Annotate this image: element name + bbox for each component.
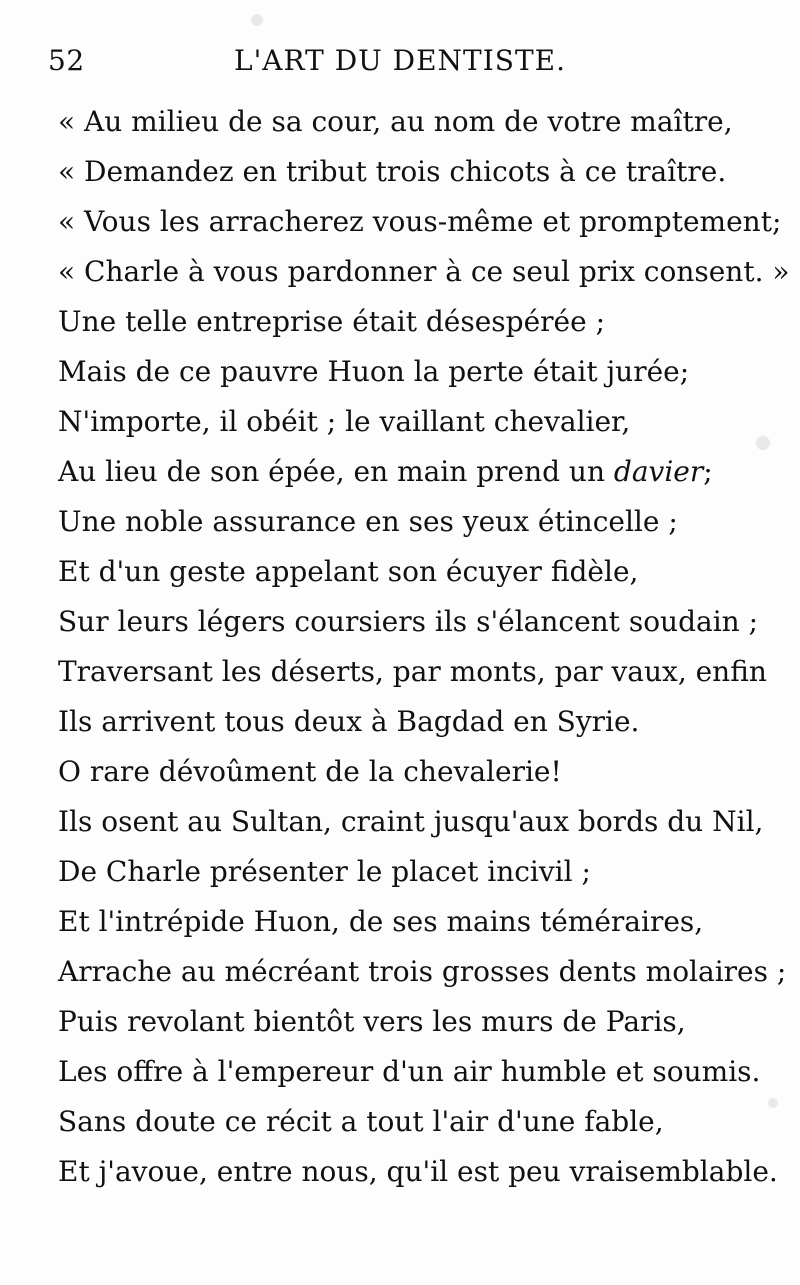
poem-line: Et j'avoue, entre nous, qu'il est peu vraisemblable. <box>58 1155 778 1188</box>
poem-line: Traversant les déserts, par monts, par vaux, enfin <box>58 655 767 688</box>
poem-line: « Demandez en tribut trois chicots à ce traître. <box>58 155 727 188</box>
poem-line: Et d'un geste appelant son écuyer fidèle, <box>58 555 639 588</box>
poem-line: Une noble assurance en ses yeux étincelle ; <box>58 505 678 538</box>
poem-line: Ils arrivent tous deux à Bagdad en Syrie. <box>58 705 640 738</box>
poem-line: Puis revolant bientôt vers les murs de Paris, <box>58 1005 686 1038</box>
page-header <box>0 44 800 84</box>
page-number: 52 <box>48 44 85 77</box>
poem-line: Arrache au mécréant trois grosses dents molaires ; <box>58 955 787 988</box>
poem-line: « Charle à vous pardonner à ce seul prix consent. » <box>58 255 790 288</box>
italic-word: davier <box>613 455 704 488</box>
poem-line: Une telle entreprise était désespérée ; <box>58 305 605 338</box>
paper-smudge <box>768 1098 778 1108</box>
poem-line: « Au milieu de sa cour, au nom de votre maître, <box>58 105 733 138</box>
poem-line-text: Au lieu de son épée, en main prend un <box>58 455 614 488</box>
poem-line-text: ; <box>703 455 713 488</box>
poem-line: De Charle présenter le placet incivil ; <box>58 855 591 888</box>
poem-line: Sur leurs légers coursiers ils s'élancent soudain ; <box>58 605 759 638</box>
poem-line: N'importe, il obéit ; le vaillant chevalier, <box>58 405 631 438</box>
paper-smudge <box>251 14 263 26</box>
poem-line: Les offre à l'empereur d'un air humble et soumis. <box>58 1055 761 1088</box>
poem-line <box>58 455 713 488</box>
poem-line: Et l'intrépide Huon, de ses mains téméraires, <box>58 905 704 938</box>
poem-line: Mais de ce pauvre Huon la perte était jurée; <box>58 355 690 388</box>
poem-line: Sans doute ce récit a tout l'air d'une fable, <box>58 1105 664 1138</box>
poem-line: « Vous les arracherez vous-même et promptement; <box>58 205 782 238</box>
poem-line: Ils osent au Sultan, craint jusqu'aux bords du Nil, <box>58 805 764 838</box>
poem-line: O rare dévoûment de la chevalerie! <box>58 755 562 788</box>
running-title: L'ART DU DENTISTE. <box>234 44 566 77</box>
paper-smudge <box>756 436 770 450</box>
